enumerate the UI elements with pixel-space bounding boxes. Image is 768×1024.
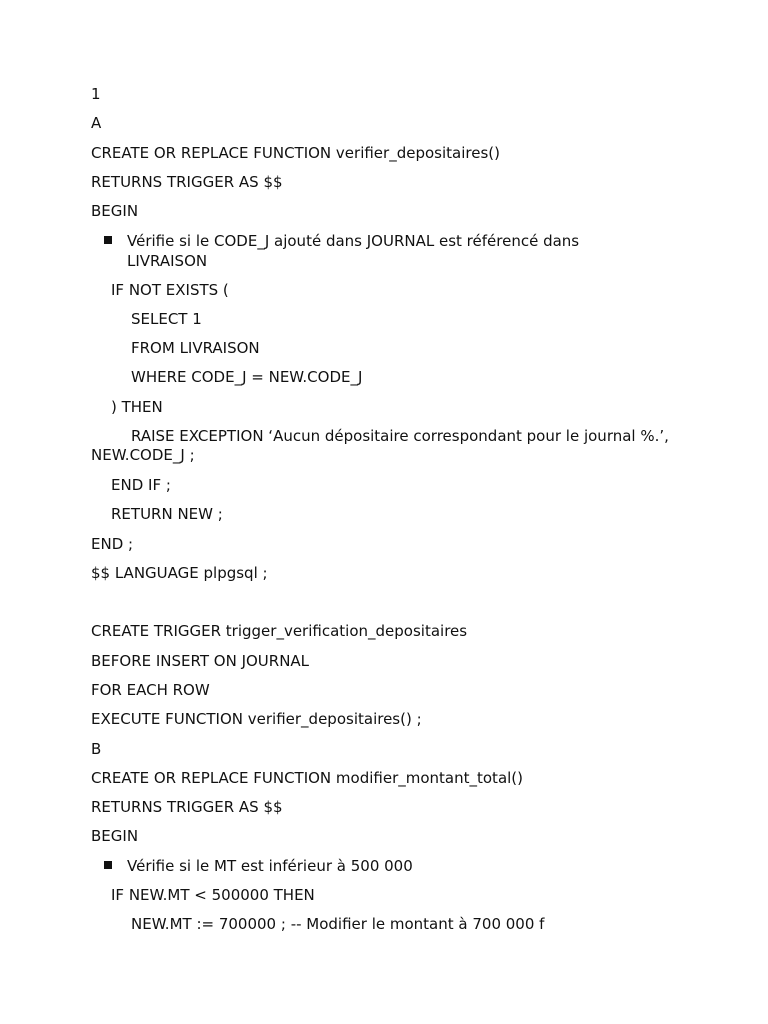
code-line: IF NOT EXISTS ( (111, 281, 229, 299)
code-line: RAISE EXCEPTION ‘Aucun dépositaire correspondant pour le journal %.’, NEW.CODE_J ; (91, 427, 669, 464)
code-line: BEGIN (91, 202, 139, 220)
square-bullet-icon (104, 236, 112, 244)
question-number: 1 (91, 85, 101, 103)
code-line: CREATE TRIGGER trigger_verification_depositaires (91, 622, 468, 640)
square-bullet-icon (104, 861, 112, 869)
code-line: NEW.MT := 700000 ; -- Modifier le montant à 700 000 f (131, 915, 545, 933)
comment-bullet (104, 856, 624, 876)
code-line: ) THEN (111, 398, 163, 416)
code-line: BEGIN (91, 827, 139, 845)
section-label-b: B (91, 740, 102, 758)
code-line: RETURNS TRIGGER AS $$ (91, 798, 283, 816)
code-line: RETURNS TRIGGER AS $$ (91, 173, 283, 191)
code-line: BEFORE INSERT ON JOURNAL (91, 652, 310, 670)
section-label-a: A (91, 114, 102, 132)
code-line: IF NEW.MT < 500000 THEN (111, 886, 315, 904)
code-line: SELECT 1 (131, 310, 202, 328)
code-line: $$ LANGUAGE plpgsql ; (91, 564, 268, 582)
code-line: EXECUTE FUNCTION verifier_depositaires() ; (91, 710, 422, 728)
code-line: CREATE OR REPLACE FUNCTION modifier_montant_total() (91, 769, 524, 787)
comment-text: Vérifie si le MT est inférieur à 500 000 (127, 857, 413, 875)
code-line: WHERE CODE_J = NEW.CODE_J (131, 368, 363, 386)
code-line: FOR EACH ROW (91, 681, 210, 699)
comment-bullet (104, 231, 624, 271)
comment-text: Vérifie si le CODE_J ajouté dans JOURNAL est référencé dans LIVRAISON (127, 232, 580, 270)
code-line: RETURN NEW ; (111, 505, 223, 523)
code-line: END IF ; (111, 476, 171, 494)
code-line: CREATE OR REPLACE FUNCTION verifier_depositaires() (91, 144, 500, 162)
code-line: END ; (91, 535, 134, 553)
code-line: FROM LIVRAISON (131, 339, 260, 357)
